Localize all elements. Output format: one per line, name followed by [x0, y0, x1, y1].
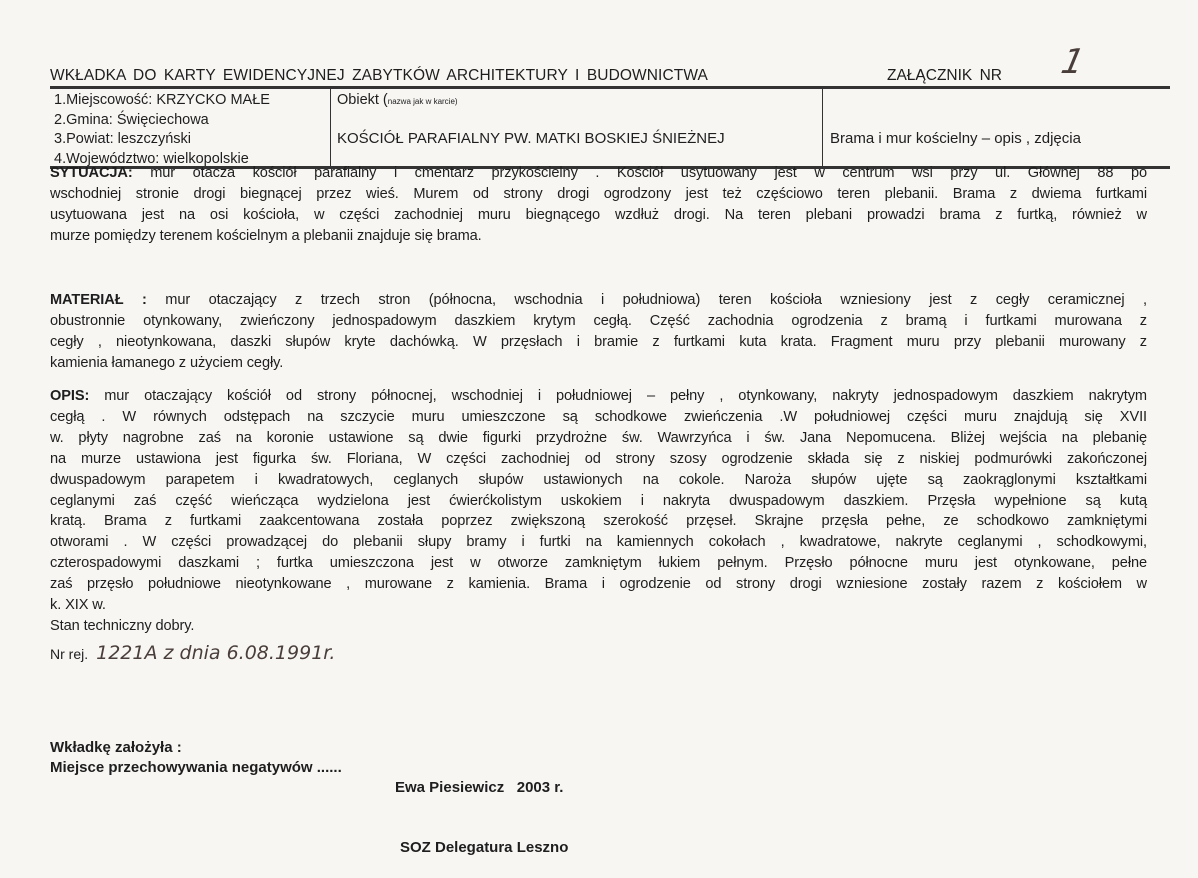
text-line: czterospadowymi daszkami ; furtka umieszczona jest w otworze zamkniętym łukiem pełnym. Przęsło północne muru jest otynkowane, pełne	[50, 555, 1147, 572]
section-opis	[50, 386, 1147, 637]
locality: 1.Miejscowość: KRZYCKO MAŁE	[54, 92, 270, 108]
negatives-value: SOZ Delegatura Leszno	[400, 839, 569, 856]
section-sytuacja	[50, 163, 1147, 247]
text-line: na murze ustawiona jest figurka św. Floriana, W części zachodniej od strony szosy ogrodzenie składa się z niskiej podmurówki zakończonej	[50, 450, 1147, 467]
object-label: Obiekt (	[337, 92, 388, 108]
text-line: k. XIX w.	[50, 597, 106, 614]
negatives-label: Miejsce przechowywania negatywów ......	[50, 759, 342, 776]
annex-label: ZAŁĄCZNIK NR	[887, 67, 1002, 84]
document-title: WKŁADKA DO KARTY EWIDENCYJNEJ ZABYTKÓW ARCHITEKTURY I BUDOWNICTWA	[50, 67, 708, 84]
voivodeship: 4.Województwo: wielkopolskie	[54, 150, 249, 167]
text-line: wschodniej stronie drogi biegnącej przez wieś. Murem od strony drogi ogrodzony jest też częściowo teren plebanii. Brama z dwiema furtkami	[50, 185, 1147, 202]
text-line: kamienia łamanego z użyciem cegły.	[50, 354, 284, 371]
registry-handwritten: 1221A z dnia 6.08.1991r.	[96, 642, 336, 664]
footer-labels	[50, 738, 342, 778]
text-line: usytuowana jest na osi kościoła, w części zachodniej muru biegnącego wzdłuż drogi. Na teren plebani prowadzi brama z furtką, również w	[50, 206, 1147, 223]
section-label: SYTUACJA:	[50, 165, 133, 181]
text-line: ceglanymi zaś część wieńcząca wydzielona jest ćwierćkolistym uskokiem i nakryta dwuspadowym daszkiem. Przęsła wypełnione są kutą	[50, 492, 1147, 509]
section-material	[50, 290, 1147, 374]
location-cell	[54, 91, 270, 169]
text-line: otworami . W części prowadzącej do plebanii słupy bramy i furtki na kamiennych cokołach , kwadratowe, nakryte ceglanymi , schodkowymi,	[50, 534, 1147, 551]
author-label: Wkładkę założyła :	[50, 739, 182, 756]
text-line: kratą. Brama z furtkami zaakcentowana została poprzez zwiększoną szerokość przęseł. Skrajne przęsła pełne, ze schodkowo zamkniętymi	[50, 513, 1147, 530]
text-line: obustronnie otynkowany, zwieńczony jednospadowym daszkiem krytym cegłą. Część zachodnia ogrodzenia z bramą i furtkami murowana z	[50, 312, 1147, 329]
commune: 2.Gmina: Święciechowa	[54, 111, 209, 128]
header-rule	[50, 86, 1170, 89]
subject-cell: Brama i mur kościelny – opis , zdjęcia	[830, 130, 1081, 147]
author-value: Ewa Piesiewicz 2003 r.	[395, 779, 564, 796]
text-line: mur otaczający z trzech stron (północna, wschodnia i południowa) teren kościoła wzniesiony jest z cegły ceramicznej ,	[165, 292, 1147, 308]
text-line: mur otaczający kościół od strony północnej, wschodniej i południowej – pełny , otynkowany, nakryty jednospadowym daszkiem nakrytym	[104, 388, 1147, 404]
section-label: OPIS:	[50, 388, 90, 404]
registry-label: Nr rej.	[50, 646, 89, 662]
annex-number-handwritten: 1	[1057, 42, 1088, 82]
district: 3.Powiat: leszczyński	[54, 131, 191, 147]
text-line: zaś przęsło południowe nieotynkowane , murowane z kamienia. Brama i ogrodzenie od strony drogi wzniesione zostały razem z kościołem w	[50, 576, 1147, 593]
text-line: w. płyty nagrobne zaś na koronie ustawione są dwie figurki przydrożne św. Wawrzyńca i św. Jana Nepomucena. Bliżej wejścia na plebanię	[50, 429, 1147, 446]
text-line: murze pomiędzy terenem kościelnym a plebanii znajduje się brama.	[50, 227, 482, 244]
object-name: KOŚCIÓŁ PARAFIALNY PW. MATKI BOSKIEJ ŚNIEŻNEJ	[337, 130, 725, 147]
section-label: MATERIAŁ :	[50, 292, 147, 308]
table-divider	[330, 88, 331, 167]
text-line: mur otacza kościół parafialny i cmentarz przykościelny . Kościół usytuowany jest w centrum wsi przy ul. Głównej 88 po	[150, 165, 1147, 181]
text-line: dwuspadowym parapetem i kwadratowych, ceglanych słupów ustawionych na cokole. Naroża słupów ujęte są zaokrąglonymi kształtkami	[50, 471, 1147, 488]
table-divider	[822, 88, 823, 167]
registry-line	[50, 642, 335, 664]
footer-values	[395, 738, 568, 878]
object-label-cell	[337, 91, 458, 112]
condition-text: Stan techniczny dobry.	[50, 617, 195, 634]
text-line: cegłą . W równych odstępach na szczycie muru umieszczone są schodkowe zwieńczenia .W południowej części muru znajdują się XVII	[50, 408, 1147, 425]
object-hint: nazwa jak w karcie)	[387, 97, 458, 106]
text-line: cegły , nieotynkowana, daszki słupów kryte dachówką. W przęsłach i bramie z furtkami kuta krata. Fragment muru przy plebanii murowany z	[50, 333, 1147, 350]
